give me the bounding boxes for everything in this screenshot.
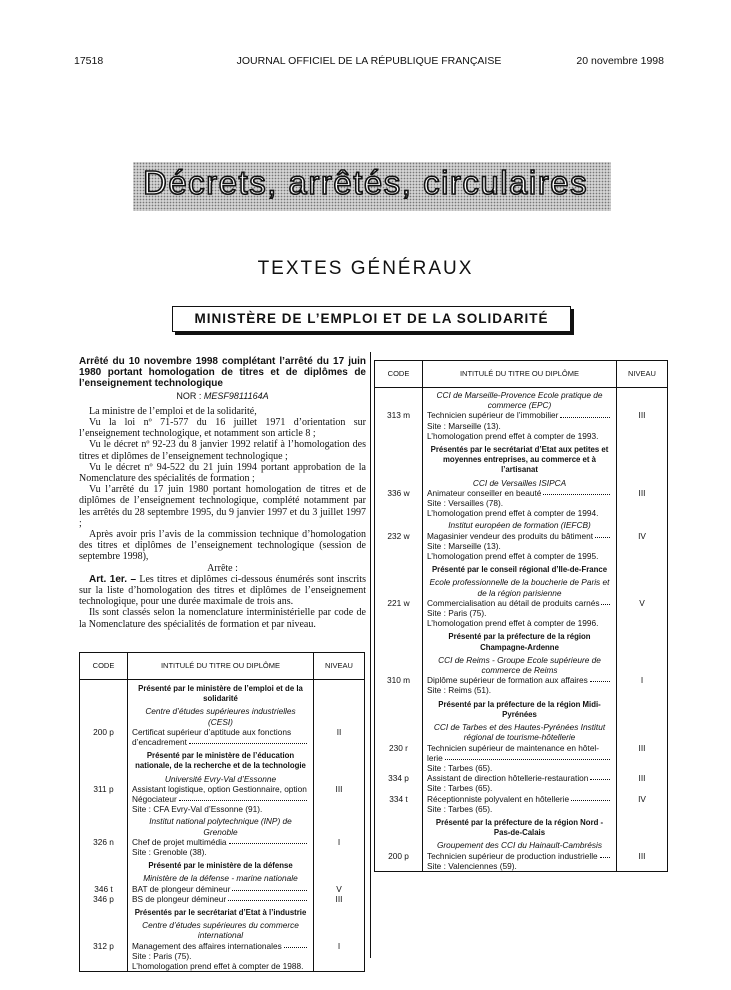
arrete-text [79, 356, 366, 630]
row-title [128, 884, 314, 894]
row-level: I [314, 837, 365, 857]
row-level: V [314, 884, 365, 894]
institution-name: Université Evry-Val d’Essonne [164, 773, 277, 784]
row-code: 336 w [375, 488, 423, 519]
dot-leader [571, 794, 610, 801]
table-row [375, 476, 667, 488]
row-code: 221 w [375, 598, 423, 629]
presenter-heading: Présenté par le ministère de la défense [148, 861, 293, 871]
diploma-title-line [427, 675, 612, 685]
paragraph: Vu le décret nº 92-23 du 8 janvier 1992 relatif à l’homologation des titres et diplômes de l’enseignement technologique ; [79, 439, 366, 462]
diploma-title-text: Commercialisation au détail de produits carnés [427, 597, 600, 608]
site-line: Site : Paris (75). [427, 608, 487, 619]
row-level: II [314, 727, 365, 747]
article-label: Art. 1er. – [89, 573, 137, 585]
diploma-title-line: Certificat supérieur d’aptitude aux fonctions [132, 726, 292, 737]
nor-code: MESF9811164A [203, 390, 269, 401]
row-code: 346 t [80, 884, 128, 894]
diploma-title-line [427, 488, 612, 498]
row-level: III [617, 743, 668, 774]
dot-leader [232, 884, 307, 891]
row-level: IV [617, 531, 668, 562]
site-line: L’homologation prend effet à compter de 1995. [427, 551, 599, 562]
table-row [375, 653, 667, 675]
diploma-title-text: Réceptionniste polyvalent en hôtellerie [427, 793, 570, 804]
header-title: INTITULÉ DU TITRE OU DIPLÔME [128, 653, 314, 680]
table-row [375, 518, 667, 530]
diploma-title-text: Diplôme supérieur de formation aux affaires [427, 675, 588, 686]
section-title: TEXTES GÉNÉRAUX [257, 258, 474, 279]
diploma-title-line [427, 794, 612, 804]
site-line: Site : Valenciennes (59). [427, 860, 517, 871]
diploma-title-text: Animateur conseiller en beauté [427, 487, 542, 498]
dot-leader [284, 941, 307, 948]
diploma-title-text: Management des affaires internationales [132, 940, 282, 951]
page-number: 17518 [74, 55, 104, 67]
dot-leader [590, 773, 610, 780]
row-code: 200 p [375, 851, 423, 871]
table-row [375, 773, 667, 793]
paragraph: Après avoir pris l’avis de la commission technique d’homologation des titres et diplômes de l’enseignement technologique (session de septembre 1998), [79, 529, 366, 563]
table-row [80, 871, 364, 883]
dot-leader [189, 737, 307, 744]
paragraph: Vu la loi nº 71-577 du 16 juillet 1971 d’orientation sur l’enseignement technologique, et notamment son article 8 ; [79, 417, 366, 440]
presenter-heading: Présenté par la préfecture de la région Champagne-Ardenne [448, 632, 591, 652]
column-divider [370, 352, 371, 958]
site-line: Site : Tarbes (65). [427, 803, 493, 814]
row-title [128, 837, 314, 857]
row-level: III [617, 410, 668, 441]
diploma-title-line: Technicien supérieur de maintenance en hôtel- [427, 742, 600, 753]
site-line: Site : Grenoble (38). [132, 847, 207, 858]
site-line: Site : Reims (51). [427, 685, 492, 696]
institution-name: Institut européen de formation (IEFCB) [448, 520, 591, 531]
table-row [80, 784, 364, 815]
table-row [375, 628, 667, 652]
banner-title: Décrets, arrêtés, circulaires [143, 164, 589, 201]
header-level: NIVEAU [314, 653, 365, 680]
site-line: Site : Versailles (78). [427, 498, 504, 509]
row-title [423, 851, 617, 871]
row-level: IV [617, 794, 668, 814]
diploma-title-text: BAT de plongeur démineur [132, 883, 231, 894]
table-row [375, 743, 667, 774]
row-title [423, 531, 617, 562]
row-code: 312 p [80, 941, 128, 972]
row-code: 310 m [375, 675, 423, 695]
diploma-title-line [427, 531, 612, 541]
institution-name: Groupement des CCI du Hainault-Cambrésis [436, 840, 603, 851]
nor-reference [79, 391, 366, 402]
right-table [374, 360, 668, 872]
site-line: L’homologation prend effet à compter de 1994. [427, 508, 599, 519]
site-line: Site : Paris (75). [132, 950, 192, 961]
table-row [375, 814, 667, 838]
diploma-title-line [427, 851, 612, 861]
dot-leader [445, 753, 610, 760]
row-level: I [617, 675, 668, 695]
diploma-title-text: lerie [427, 752, 443, 763]
nor-label: NOR : [176, 390, 202, 401]
row-level: III [617, 773, 668, 793]
diploma-title-text: Magasinier vendeur des produits du bâtiment [427, 530, 594, 541]
dot-leader [229, 837, 307, 844]
table-row [375, 531, 667, 562]
table-row [80, 680, 364, 705]
site-line: Site : Tarbes (65). [427, 783, 493, 794]
table-row [375, 410, 667, 441]
row-level: I [314, 941, 365, 972]
table-row [375, 720, 667, 742]
issue-date: 20 novembre 1998 [576, 55, 664, 67]
header-level: NIVEAU [617, 361, 668, 388]
row-code: 326 n [80, 837, 128, 857]
diploma-title-text: Assistant de direction hôtellerie-restauration [427, 773, 589, 784]
arrete-title: Arrêté du 10 novembre 1998 complétant l’arrêté du 17 juin 1980 portant homologation de titres et de diplômes de l’enseignement technologique [79, 356, 366, 390]
diploma-title-text: Technicien supérieur de production industrielle [427, 850, 598, 861]
table-row [80, 814, 364, 836]
diploma-title-text: Chef de projet multimédia [132, 836, 227, 847]
row-title [128, 894, 314, 904]
diploma-title-line [132, 837, 309, 847]
row-level: III [617, 488, 668, 519]
section-banner [133, 162, 611, 211]
table-row [80, 857, 364, 871]
row-code: 334 p [375, 773, 423, 793]
dot-leader [228, 894, 307, 901]
institution-name: CCI de Reims - Groupe Ecole supérieure de commerce de Reims [438, 654, 601, 676]
row-title [423, 675, 617, 695]
dot-leader [601, 598, 610, 605]
row-code: 334 t [375, 794, 423, 814]
left-table [79, 652, 365, 972]
table-row [80, 727, 364, 747]
institution-name: Centre d’études supérieures du commerce international [142, 920, 299, 941]
article-1 [79, 574, 366, 608]
table-row [375, 794, 667, 814]
row-title [128, 941, 314, 972]
diploma-title-line [427, 410, 612, 420]
dot-leader [179, 794, 307, 801]
row-code: 311 p [80, 784, 128, 815]
table-row [375, 561, 667, 575]
institution-name: Ecole professionnelle de la boucherie de Paris et de la région parisienne [429, 577, 610, 598]
site-line: L’homologation prend effet à compter de 1993. [427, 430, 599, 441]
diploma-title-line [132, 794, 309, 804]
presenter-heading: Présenté par la préfecture de la région Midi-Pyrénées [438, 699, 601, 719]
header-code: CODE [375, 361, 423, 388]
table-row [80, 837, 364, 857]
table-row [375, 675, 667, 695]
header-title: INTITULÉ DU TITRE OU DIPLÔME [423, 361, 617, 388]
row-level: III [314, 894, 365, 904]
diploma-title-text: Technicien supérieur de l’immobilier [427, 410, 559, 421]
dot-leader [543, 488, 610, 495]
institution-name: CCI de Versailles ISIPCA [472, 477, 567, 488]
table-row [375, 575, 667, 597]
diploma-title-text: d’encadrement [132, 737, 187, 748]
site-line: L’homologation prend effet à compter de 1996. [427, 618, 599, 629]
row-code: 313 m [375, 410, 423, 441]
row-code: 346 p [80, 894, 128, 904]
table-row [375, 388, 667, 411]
diploma-title-text: BS de plongeur démineur [132, 893, 227, 904]
table-row [80, 884, 364, 894]
diploma-title-line: Assistant logistique, option Gestionnaire, option [132, 783, 307, 794]
row-code: 200 p [80, 727, 128, 747]
table-row [375, 441, 667, 476]
site-line: Site : Tarbes (65). [427, 762, 493, 773]
table-row [80, 747, 364, 771]
row-level: III [314, 784, 365, 815]
diploma-title-line [132, 894, 309, 904]
row-title [423, 794, 617, 814]
diploma-title-line [427, 753, 612, 763]
institution-name: Ministère de la défense - marine nationale [143, 873, 298, 884]
header-code: CODE [80, 653, 128, 680]
article-text: Les titres et diplômes ci-dessous énumérés sont inscrits sur la liste d’homologation des titres et diplômes de l’enseignement technologique, pour une durée maximale de trois ans. [79, 573, 366, 608]
dot-leader [560, 410, 610, 417]
table-row [375, 696, 667, 720]
row-title [128, 784, 314, 815]
diploma-title-line [132, 884, 309, 894]
institution-name: Institut national polytechnique (INP) de Grenoble [149, 816, 292, 837]
row-title [423, 410, 617, 441]
row-title [128, 727, 314, 747]
row-title [423, 488, 617, 519]
arrete-word: Arrête : [207, 562, 238, 574]
institution-name: CCI de Marseille-Provence Ecole pratique de commerce (EPC) [436, 390, 603, 411]
table-row [80, 894, 364, 904]
page-header [74, 55, 664, 69]
row-title [423, 743, 617, 774]
dot-leader [595, 531, 610, 538]
journal-title: JOURNAL OFFICIEL DE LA RÉPUBLIQUE FRANÇAISE [236, 55, 502, 67]
table-row [375, 838, 667, 850]
row-title [423, 598, 617, 629]
site-line: Site : Marseille (13). [427, 420, 501, 431]
presenter-heading: Présentés par le secrétariat d’Etat aux petites et moyennes entreprises, au commerce et à l’artisanat [430, 445, 609, 475]
diploma-title-text: Négociateur [132, 794, 177, 805]
row-code: 230 r [375, 743, 423, 774]
table-row [80, 704, 364, 726]
row-level: V [617, 598, 668, 629]
presenter-heading: Présenté par le ministère de l’emploi et de la solidarité [138, 684, 303, 704]
presenter-heading: Présenté par la préfecture de la région Nord - Pas-de-Calais [435, 817, 604, 838]
ministry-box: MINISTÈRE DE L’EMPLOI ET DE LA SOLIDARITÉ [172, 306, 571, 332]
presenter-heading: Présenté par le ministère de l’éducation nationale, de la recherche et de la technologie [135, 751, 306, 771]
table-row [375, 598, 667, 629]
row-code: 232 w [375, 531, 423, 562]
presenter-heading: Présenté par le conseil régional d’Ile-de-France [431, 565, 608, 575]
table-row [80, 941, 364, 972]
institution-name: CCI de Tarbes et des Hautes-Pyrénées Institut régional de tourisme-hôtellerie [433, 722, 606, 743]
article-text-2: Ils sont classés selon la nomenclature interministérielle par code de la Nomenclature des spécialités de formation et par niveau. [79, 607, 366, 630]
diploma-title-line [132, 737, 309, 747]
row-level: III [617, 851, 668, 871]
site-line: Site : CFA Evry-Val d’Essonne (91). [132, 804, 263, 815]
diploma-title-line [427, 773, 612, 783]
table-row [375, 488, 667, 519]
paragraph: La ministre de l’emploi et de la solidarité, [89, 405, 257, 417]
paragraph: Vu l’arrêté du 17 juin 1980 portant homologation de titres et de diplômes de l’enseignement technologique, complété notamment par les arrêtés du 28 septembre 1995, du 9 janvier 1997 et du 3 juillet 1997 ; [79, 484, 366, 529]
institution-name: Centre d’études supérieures industrielles (CESI) [145, 706, 296, 727]
table-row [80, 918, 364, 940]
paragraph: Vu le décret nº 94-522 du 21 juin 1994 portant approbation de la Nomenclature des spécialités de formation ; [79, 461, 366, 485]
presenter-heading: Présentés par le secrétariat d’Etat à l’industrie [134, 908, 307, 918]
diploma-title-line [132, 941, 309, 951]
table-row [80, 772, 364, 784]
diploma-title-line [427, 598, 612, 608]
dot-leader [600, 851, 610, 858]
row-title [423, 773, 617, 793]
table-row [375, 851, 667, 871]
site-line: Site : Marseille (13). [427, 540, 501, 551]
dot-leader [590, 675, 610, 682]
site-line: L’homologation prend effet à compter de 1988. [132, 961, 304, 972]
table-row [80, 904, 364, 918]
